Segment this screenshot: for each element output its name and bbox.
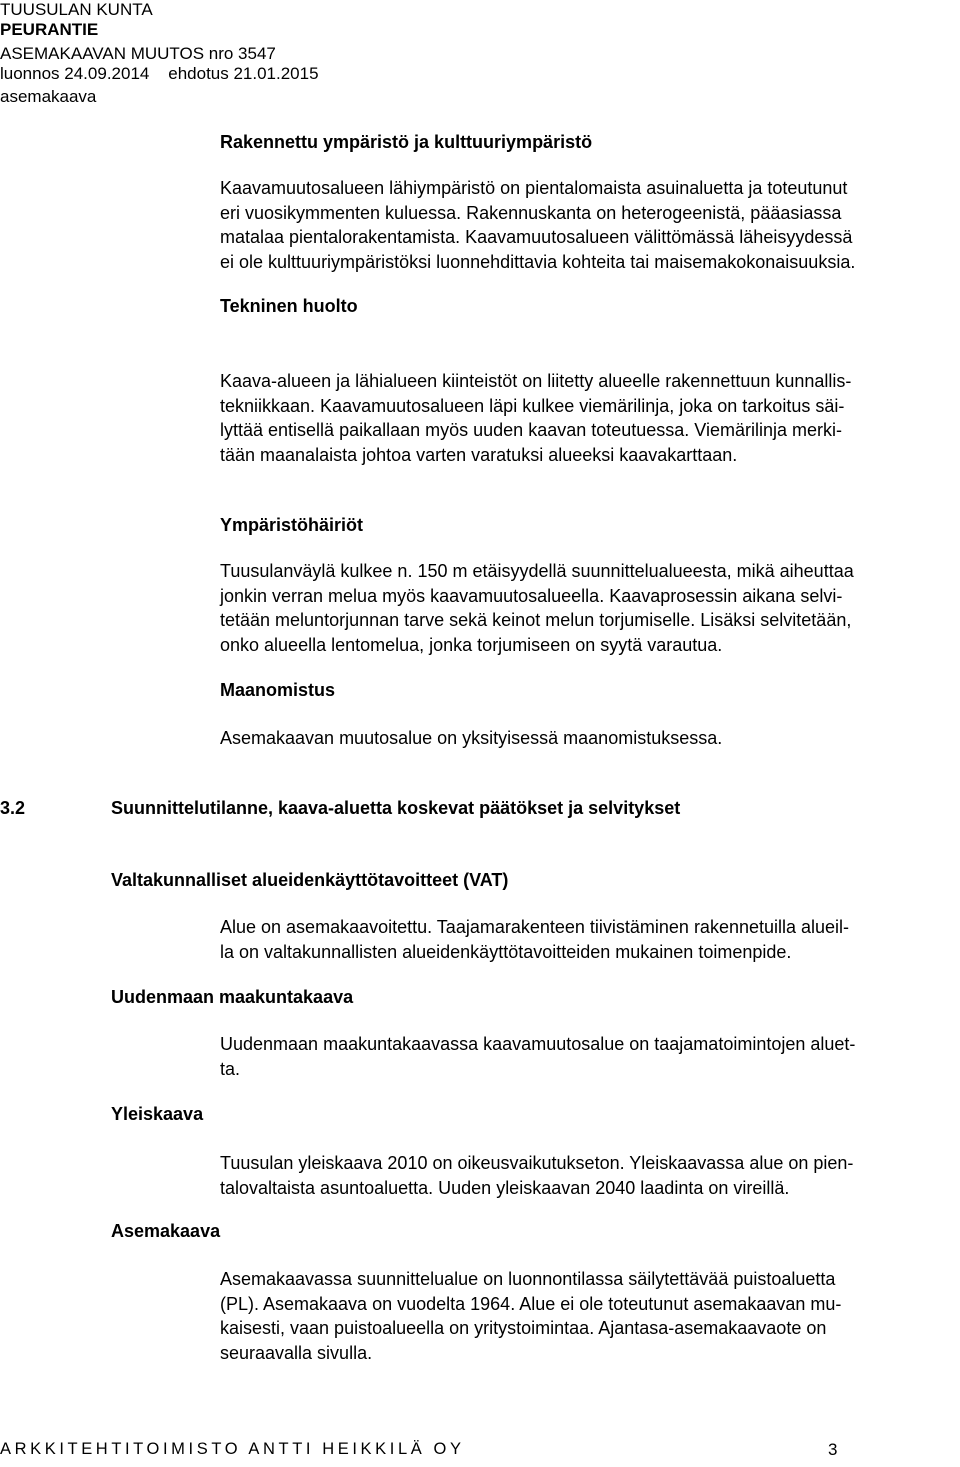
regional-plan-heading: Uudenmaan maakuntakaava xyxy=(111,987,354,1007)
detailed-plan-heading: Asemakaava xyxy=(111,1221,221,1241)
detailed-plan-paragraph xyxy=(220,1267,841,1365)
street-name: PEURANTIE xyxy=(0,20,99,39)
technical-maintenance-paragraph xyxy=(220,369,851,467)
text-line: kaisesti, vaan puistoalueella on yritystoimintaa. Ajantasa-asemakaavaote on xyxy=(220,1318,827,1338)
footer-firm-name: ARKKITEHTITOIMISTO ANTTI HEIKKILÄ OY xyxy=(0,1440,465,1458)
text-line: ei ole kulttuuriympäristöksi luonnehdittavia kohteita tai maisemakokonaisuuksia. xyxy=(220,251,856,272)
land-ownership-paragraph xyxy=(220,726,722,751)
text-line: Kaavamuutosalueen lähiympäristö on pientalomaista asuinaluetta ja toteutunut xyxy=(220,178,848,198)
environmental-disturbances-paragraph xyxy=(220,559,854,657)
text-line: talovaltaista asuntoaluetta. Uuden yleiskaavan 2040 laadinta on vireillä. xyxy=(220,1177,790,1198)
text-line: Kaava-alueen ja lähialueen kiinteistöt on liitetty alueelle rakennettuun kunnallis- xyxy=(220,371,852,391)
built-environment-paragraph xyxy=(220,176,855,274)
national-land-use-goals-paragraph xyxy=(220,915,849,964)
text-line: Tuusulanväylä kulkee n. 150 m etäisyydellä suunnittelualueesta, mikä aiheuttaa xyxy=(220,561,854,581)
plan-dates: luonnos 24.09.2014 ehdotus 21.01.2015 xyxy=(0,64,319,83)
built-environment-heading: Rakennettu ympäristö ja kulttuuriympäristö xyxy=(220,132,593,152)
text-line: onko alueella lentomelua, jonka torjumiseen on syytä varautua. xyxy=(220,634,723,655)
text-line: la on valtakunnallisten alueidenkäyttötavoitteiden mukainen toimenpide. xyxy=(220,941,792,962)
master-plan-heading: Yleiskaava xyxy=(111,1104,204,1124)
text-line: tekniikkaan. Kaavamuutosalueen läpi kulkee viemärilinja, joka on tarkoitus säi- xyxy=(220,395,845,416)
text-line: eri vuosikymmenten kuluessa. Rakennuskanta on heterogeenistä, pääasiassa xyxy=(220,202,842,223)
text-line: tetään meluntorjunnan tarve sekä keinot melun torjumiselle. Lisäksi selvitetään, xyxy=(220,610,852,630)
technical-maintenance-heading: Tekninen huolto xyxy=(220,296,358,316)
text-line: matalaa pientalorakentamista. Kaavamuutosalueen välittömässä läheisyydessä xyxy=(220,227,853,247)
national-land-use-goals-heading: Valtakunnalliset alueidenkäyttötavoitteet (VAT) xyxy=(111,870,509,890)
regional-plan-paragraph xyxy=(220,1032,855,1081)
text-line: Asemakaavassa suunnittelualue on luonnontilassa säilytettävää puistoaluetta xyxy=(220,1269,836,1289)
plan-change-number: ASEMAKAAVAN MUUTOS nro 3547 xyxy=(0,44,276,63)
text-line: Tuusulan yleiskaava 2010 on oikeusvaikutukseton. Yleiskaavassa alue on pien- xyxy=(220,1153,854,1173)
text-line: Alue on asemakaavoitettu. Taajamarakenteen tiivistäminen rakennetuilla alueil- xyxy=(220,917,850,937)
text-line: Asemakaavan muutosalue on yksityisessä maanomistuksessa. xyxy=(220,728,723,748)
section-number: 3.2 xyxy=(0,798,26,818)
text-line: jonkin verran melua myös kaavamuutosalueella. Kaavaprosessin aikana selvi- xyxy=(220,585,843,606)
text-line: ta. xyxy=(220,1058,241,1079)
text-line: (PL). Asemakaava on vuodelta 1964. Alue ei ole toteutunut asemakaavan mu- xyxy=(220,1293,842,1314)
text-line: lyttää entisellä paikallaan myös uuden kaavan toteutuessa. Viemärilinja merki- xyxy=(220,420,843,440)
text-line: Uudenmaan maakuntakaavassa kaavamuutosalue on taajamatoimintojen aluet- xyxy=(220,1034,856,1054)
municipality-name: TUUSULAN KUNTA xyxy=(0,0,153,19)
text-line: tään maanalaista johtoa varten varatuksi alueeksi kaavakarttaan. xyxy=(220,444,738,465)
page-number: 3 xyxy=(828,1440,838,1459)
document-type: asemakaava xyxy=(0,87,97,106)
text-line: seuraavalla sivulla. xyxy=(220,1342,373,1363)
land-ownership-heading: Maanomistus xyxy=(220,680,336,700)
master-plan-paragraph xyxy=(220,1151,853,1200)
section-title: Suunnittelutilanne, kaava-aluetta koskevat päätökset ja selvitykset xyxy=(111,798,681,818)
environmental-disturbances-heading: Ympäristöhäiriöt xyxy=(220,515,364,535)
